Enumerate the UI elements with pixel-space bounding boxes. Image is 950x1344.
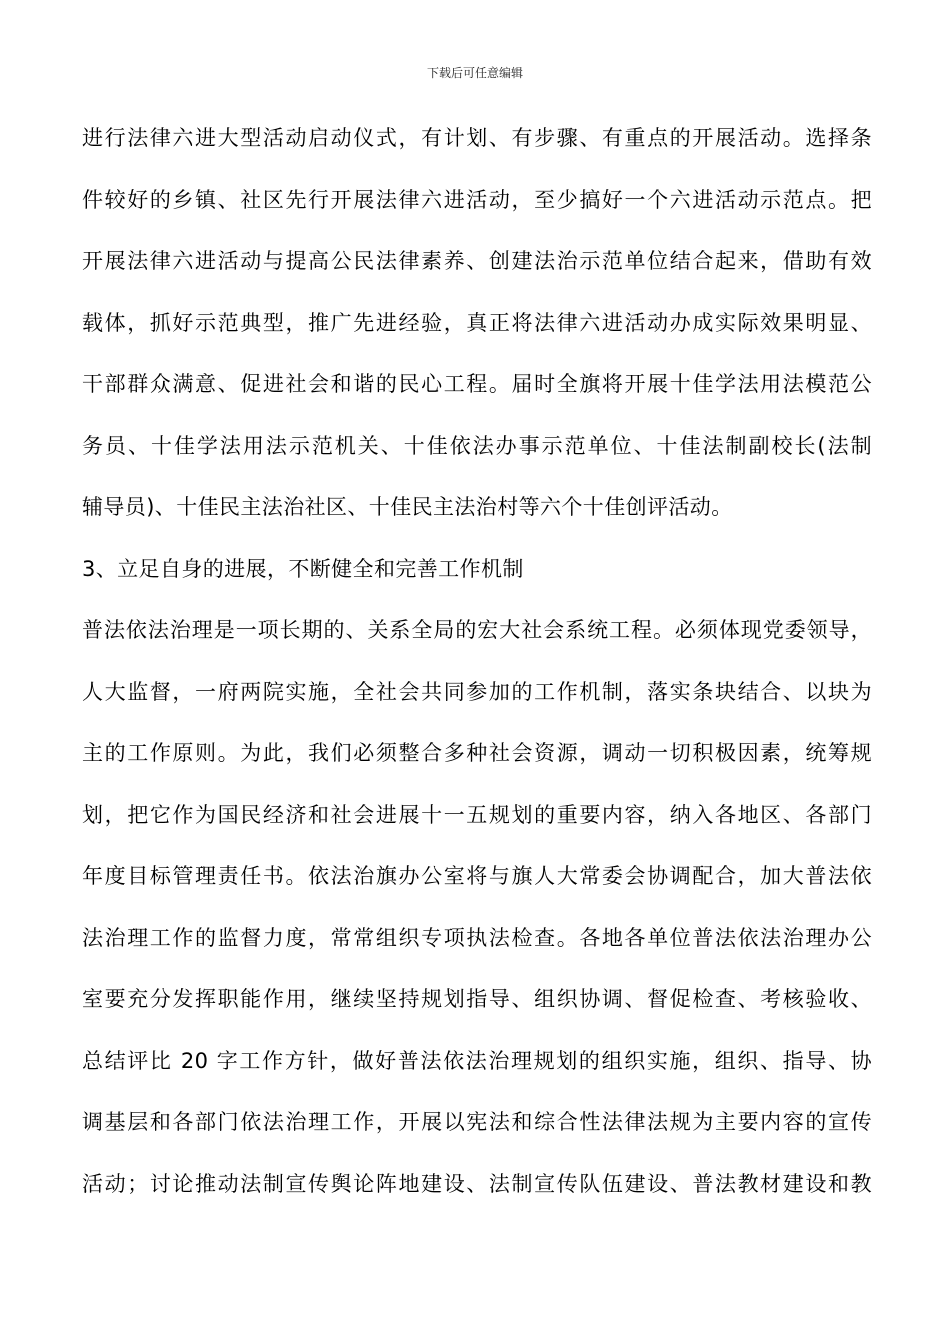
text-line: 载体，抓好示范典型，推广先进经验，真正将法律六进活动办成实际效果明显、 (82, 310, 872, 335)
text-line: 室要充分发挥职能作用，继续坚持规划指导、组织协调、督促检查、考核验收、 (82, 987, 872, 1011)
text-line: 主的工作原则。为此，我们必须整合多种社会资源，调动一切积极因素，统筹规 (82, 741, 872, 765)
text-line: 年度目标管理责任书。依法治旗办公室将与旗人大常委会协调配合，加大普法依 (82, 864, 872, 888)
text-line: 开展法律六进活动与提高公民法律素养、创建法治示范单位结合起来，借助有效 (82, 249, 872, 273)
text-line: 进行法律六进大型活动启动仪式，有计划、有步骤、有重点的开展活动。选择条 (82, 126, 872, 150)
text-line: 3、立足自身的进展，不断健全和完善工作机制 (82, 556, 524, 581)
page-header: 下载后可任意编辑 (426, 66, 523, 80)
text-line: 件较好的乡镇、社区先行开展法律六进活动，至少搞好一个六进活动示范点。把 (82, 187, 872, 212)
text-line: 总结评比 20 字工作方针，做好普法依法治理规划的组织实施，组织、指导、协 (82, 1048, 872, 1073)
text-line: 务员、十佳学法用法示范机关、十佳依法办事示范单位、十佳法制副校长(法制 (82, 433, 872, 458)
body-text (82, 108, 872, 1215)
text-line: 辅导员)、十佳民主法治社区、十佳民主法治村等六个十佳创评活动。 (82, 495, 733, 519)
text-line: 普法依法治理是一项长期的、关系全局的宏大社会系统工程。必须体现党委领导， (82, 618, 872, 642)
text-line: 划，把它作为国民经济和社会进展十一五规划的重要内容，纳入各地区、各部门 (82, 802, 872, 827)
text-line: 人大监督，一府两院实施，全社会共同参加的工作机制，落实条块结合、以块为 (82, 679, 872, 704)
text-line: 干部群众满意、促进社会和谐的民心工程。届时全旗将开展十佳学法用法模范公 (82, 372, 872, 396)
text-line: 活动；讨论推动法制宣传舆论阵地建设、法制宣传队伍建设、普法教材建设和教 (82, 1171, 872, 1196)
text-line: 调基层和各部门依法治理工作，开展以宪法和综合性法律法规为主要内容的宣传 (82, 1110, 872, 1134)
text-line: 法治理工作的监督力度，常常组织专项执法检查。各地各单位普法依法治理办公 (82, 925, 872, 950)
